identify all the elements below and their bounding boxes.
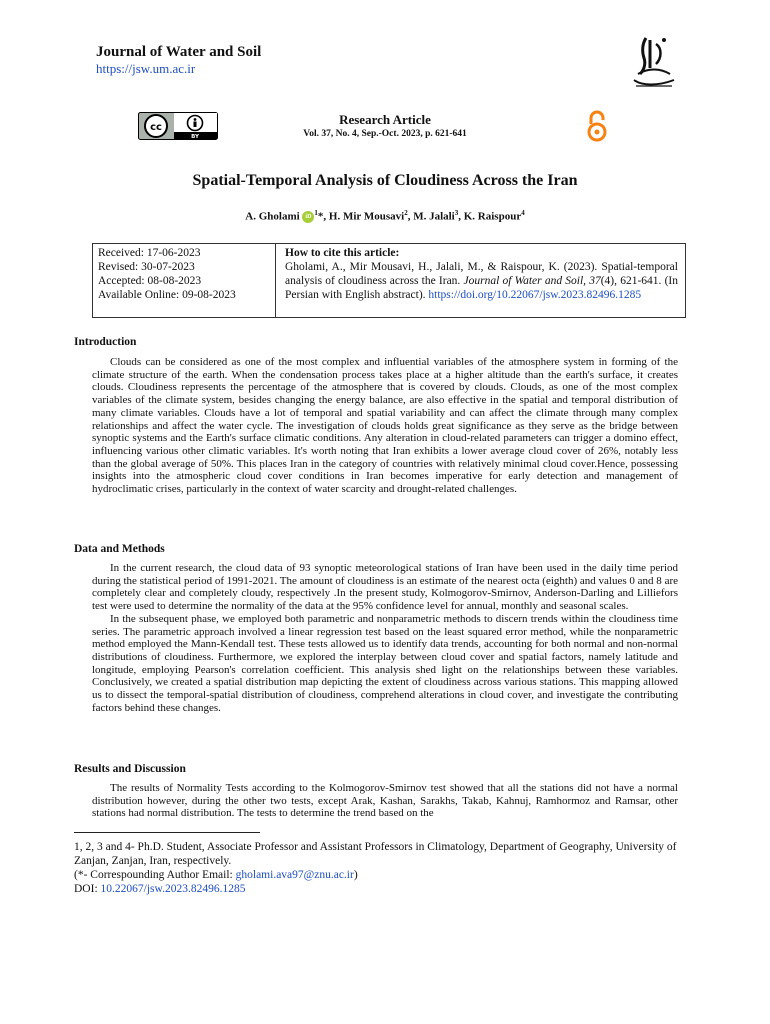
methods-paragraph-2: In the subsequent phase, we employed both parametric and nonparametric methods to discern trends within the cloudiness time series. The parametric approach involved a linear regression test based on the least squared error method, while the nonparametric method employed the Mann-Kendall test. These tests allowed us to identify data trends, accounting for both normal and non-normal distributions of cloudiness. Furthermore, we explored the interplay between cloud cover and spatial factors, namely latitude and longitude, employing Pearson's correlation coefficient. This analysis shed light on the relationships between these variables. Conclusively, we created a spatial distribution map depicting the extent of cloudiness across various stations. This mapping allowed us to dissect the temporal-spatial distribution of cloudiness, comprehend alterations in cloud cover, and investigate the contributing factors behind these changes. xyxy=(92,612,678,714)
results-paragraph: The results of Normality Tests according to the Kolmogorov-Smirnov test showed that all the stations did not have a normal distribution however, during the other two tests, except Arak, Kashan, Sarakhs, Takab, Kahnuj, Ramhormoz and Ramsar, other stations had normal distribution. The tests to determine the trend based on the xyxy=(92,782,678,820)
volume-line: Vol. 37, No. 4, Sep.-Oct. 2023, p. 621-641 xyxy=(303,129,467,139)
accepted-date: Accepted: 08-08-2023 xyxy=(98,275,202,287)
email-suffix: ) xyxy=(353,869,358,881)
author-name: M. Jalali xyxy=(413,210,455,223)
citation-doi-link[interactable]: https://doi.org/10.22067/jsw.2023.82496.1285 xyxy=(428,289,642,301)
author-affiliation-number: 3 xyxy=(454,209,459,217)
author-affiliation-number: 2 xyxy=(404,209,408,217)
cc-by-icon[interactable] xyxy=(138,112,218,140)
journal-url-link[interactable]: https://jsw.um.ac.ir xyxy=(96,61,196,76)
citation-block xyxy=(285,246,678,302)
available-online-date: Available Online: 09-08-2023 xyxy=(98,289,236,301)
results-heading: Results and Discussion xyxy=(74,763,186,775)
introduction-heading: Introduction xyxy=(74,336,137,348)
article-title: Spatial-Temporal Analysis of Cloudiness Across the Iran xyxy=(192,172,578,189)
author-email-link[interactable]: gholami.ava97@znu.ac.ir xyxy=(235,869,354,881)
author-affiliation-number: 4 xyxy=(521,209,525,217)
email-prefix: (*- Correspounding Author Email: xyxy=(74,869,236,881)
citation-text: Gholami, A., Mir Mousavi, H., Jalali, M., & Raispour, K. (2023). Spatial-temporal analysis of cloudiness across the Iran. xyxy=(285,261,678,287)
results-body xyxy=(92,782,678,820)
email-footnote xyxy=(74,868,698,882)
author-separator: , xyxy=(458,210,464,223)
revised-date: Revised: 30-07-2023 xyxy=(98,261,195,273)
orcid-icon[interactable]: iD xyxy=(302,211,314,223)
methods-body xyxy=(92,562,678,714)
introduction-body xyxy=(92,356,678,496)
author-list xyxy=(80,209,690,223)
introduction-paragraph: Clouds can be considered as one of the most complex and influential variables of the atmosphere system in forming of the climate structure of the earth. When the condensation process takes place at a higher altitude than the earth's surface, it creates clouds. Cloudiness represents the percentage of the atmosphere that is covered by clouds. Clouds, as one of the most complex variables of the climate system, besides changing the energy balance, are also effective in the spatial and temporal distribution of many climate variables. Clouds have a lot of temporal and spatial variability and can affect the climate through many complex relationships and affect the water cycle. The investigation of clouds holds great significance as they serve as the bridge between synoptic systems and the Earth's surface climatic conditions. Any alteration in cloud-related parameters can trigger a domino effect, influencing various other climatic variables. It's worth noting that Iran exhibits a lower average cloud cover of 26%, notably less than the global average of 50%. This places Iran in the category of countries with relatively minimal cloud cover.Hence, possessing insights into the atmospheric cloud cover conditions in Iran becomes imperative for early detection and management of hydroclimatic crises, particularly in the context of water scarcity and drought-related challenges. xyxy=(92,356,678,496)
svg-text:BY: BY xyxy=(191,134,199,140)
author-name: H. Mir Mousavi xyxy=(328,210,405,223)
author-separator: , xyxy=(407,210,414,223)
info-box-divider xyxy=(275,244,276,317)
author-name: K. Raispour xyxy=(463,210,522,223)
footnotes xyxy=(74,840,698,896)
author-separator: *, xyxy=(317,210,329,223)
university-logo xyxy=(628,34,680,90)
article-dates xyxy=(98,246,236,302)
footnote-rule xyxy=(74,832,260,833)
journal-title: Journal of Water and Soil xyxy=(96,44,262,60)
article-type-label: Research Article xyxy=(339,112,431,127)
methods-heading: Data and Methods xyxy=(74,543,165,555)
author-affiliation-number: 1 xyxy=(314,209,318,217)
received-date: Received: 17-06-2023 xyxy=(98,247,201,259)
doi-prefix: DOI: xyxy=(74,883,101,895)
open-access-icon[interactable] xyxy=(585,110,609,142)
citation-text-end: (4), 621-641. (In Persian with English abstract). xyxy=(285,275,678,301)
methods-paragraph-1: In the current research, the cloud data of 93 synoptic meteorological stations of Iran have been used in the daily time period during the statistical period of 1991-2021. The amount of cloudiness is an estimate of the nearest octa (eighth) and values 0 and 8 are completely clear and completely cloudy, respectively .In the present study, Kolmogorov-Smirnov, Anderson-Darling and Lilliefors test were used to determine the normality of the data at the 95% confidence level for annual, monthly and seasonal scales. xyxy=(92,562,678,613)
affiliation-footnote: 1, 2, 3 and 4- Ph.D. Student, Associate Professor and Assistant Professors in Climatology, Department of Geography, University of Zanjan, Zanjan, Iran, respectively. xyxy=(74,841,677,867)
citation-journal: Journal of Water and Soil, 37 xyxy=(463,275,601,287)
doi-footnote xyxy=(74,882,698,896)
svg-text:cc: cc xyxy=(150,122,162,133)
doi-link[interactable]: 10.22067/jsw.2023.82496.1285 xyxy=(100,883,246,895)
citation-heading: How to cite this article: xyxy=(285,247,400,259)
author-name: A. Gholami xyxy=(245,210,300,223)
